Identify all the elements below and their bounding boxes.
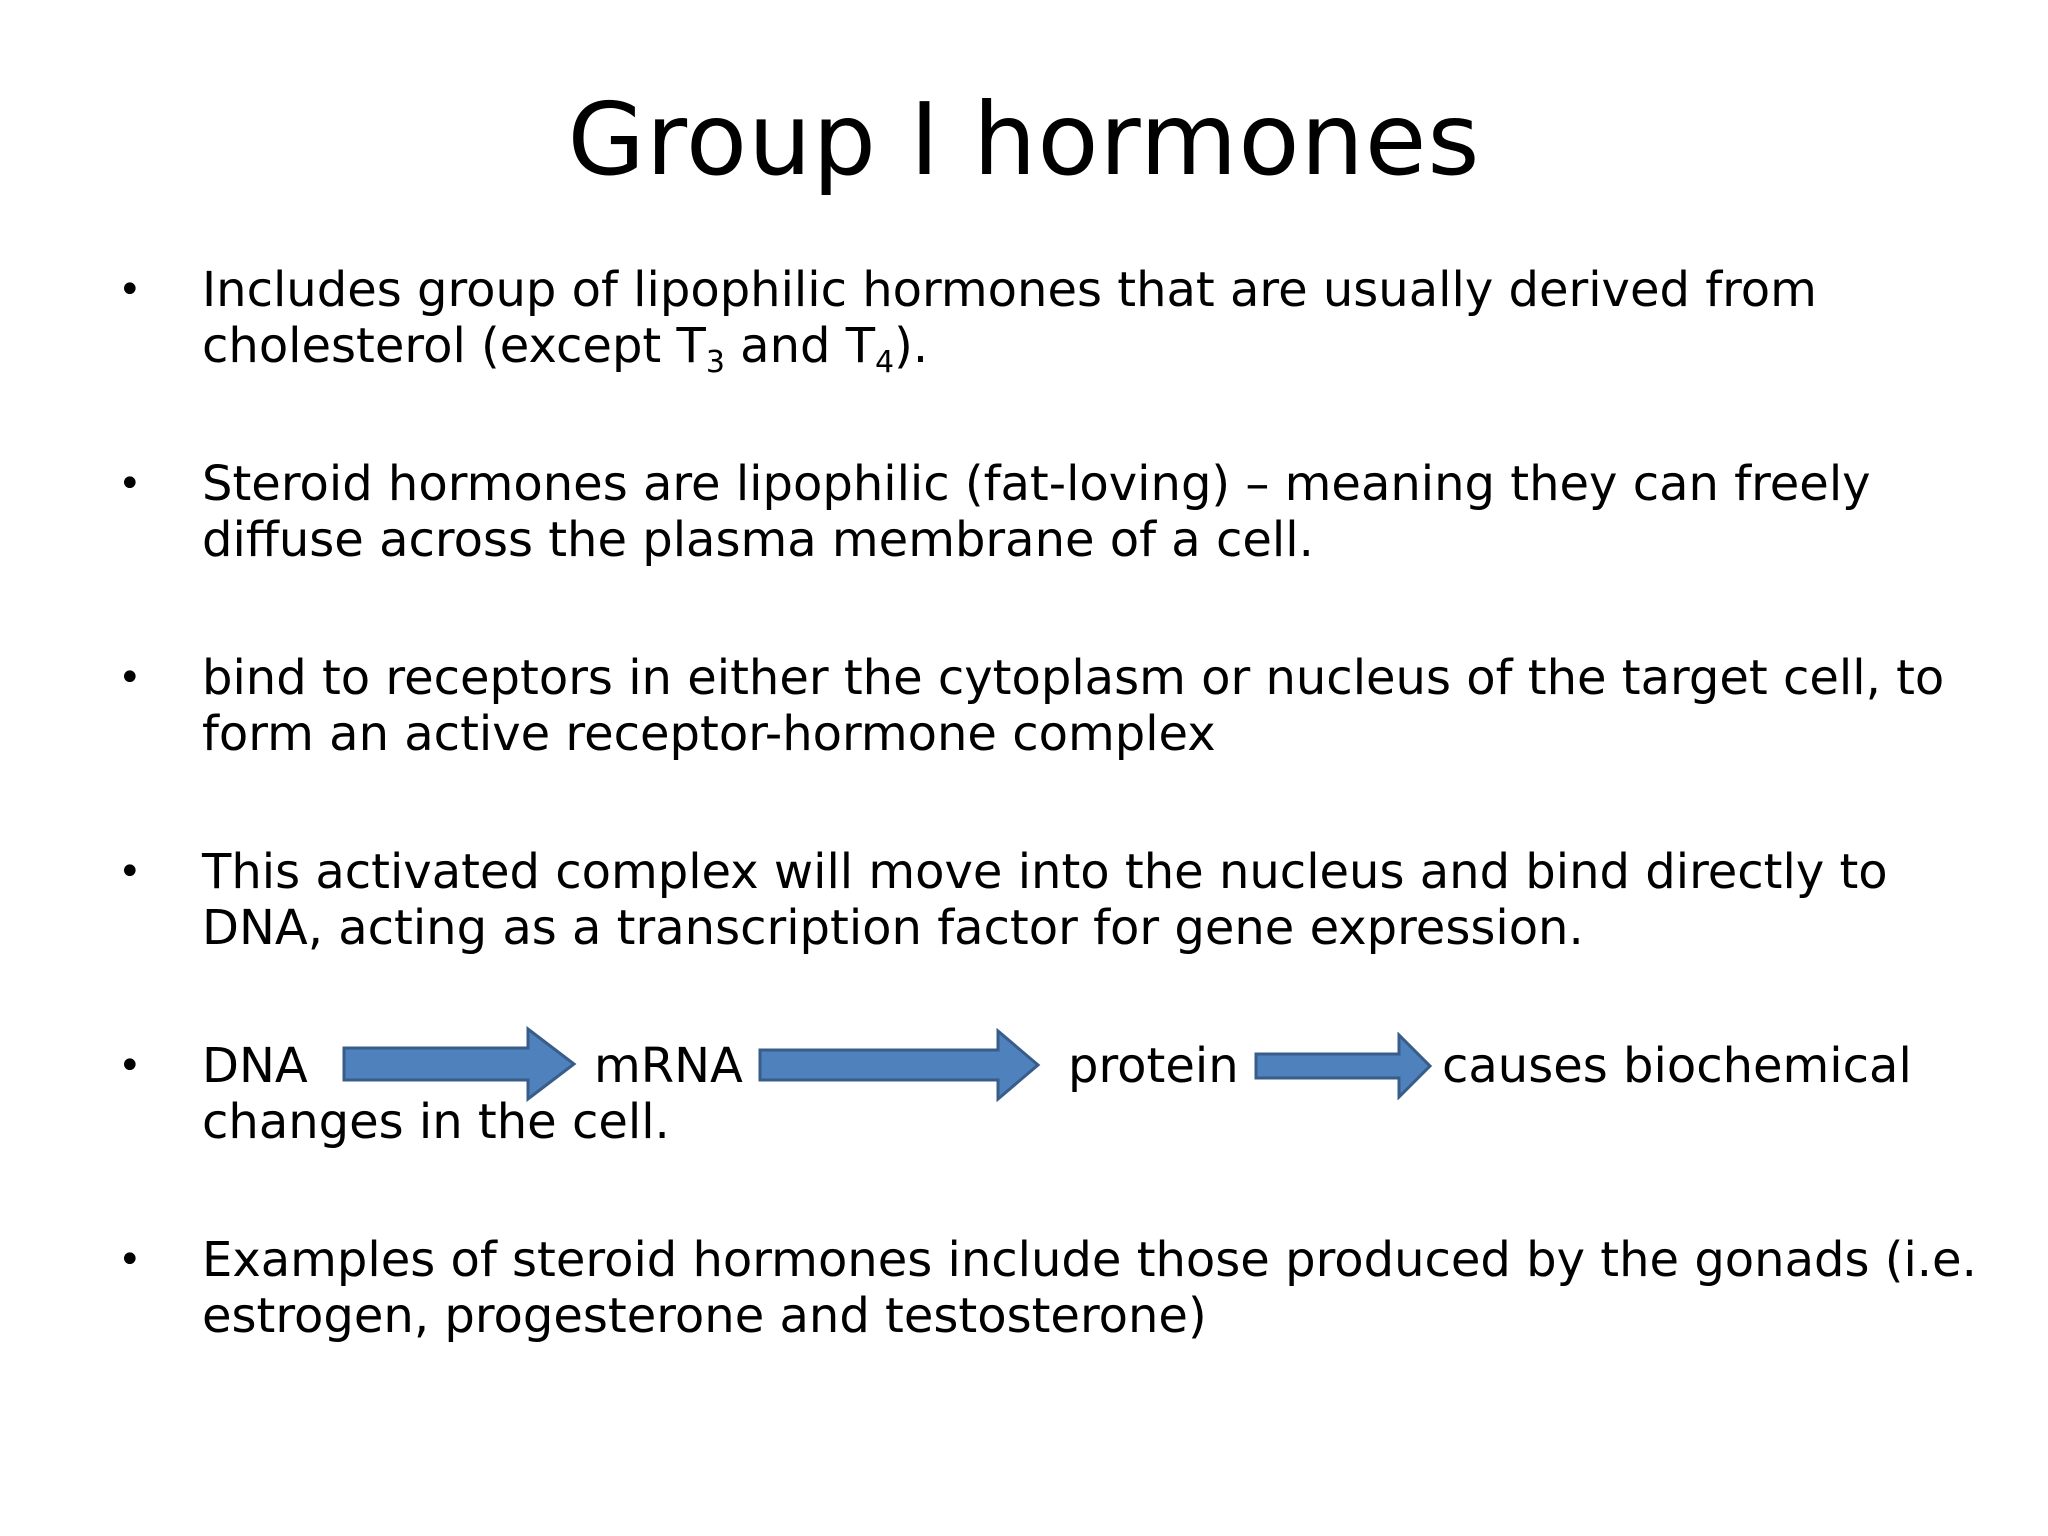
- flow-effect: causes biochemical: [1442, 1038, 1912, 1094]
- text-run: ).: [894, 318, 929, 374]
- bullet-dot: •: [118, 267, 142, 313]
- bullet-line: Includes group of lipophilic hormones that are usually derived from: [202, 262, 1817, 318]
- bullet-line: bind to receptors in either the cytoplasm or nucleus of the target cell, to: [202, 650, 1945, 706]
- subscript: 3: [705, 345, 725, 380]
- bullet-line: diffuse across the plasma membrane of a cell.: [202, 512, 1314, 568]
- slide-title: Group I hormones: [567, 81, 1481, 198]
- right-arrow-icon: [342, 1026, 578, 1102]
- flow-mrna: mRNA: [594, 1038, 743, 1094]
- bullet-line: Examples of steroid hormones include those produced by the gonads (i.e.: [202, 1232, 1977, 1288]
- flow-line: [202, 1038, 2048, 1098]
- bullet-line: [202, 318, 2048, 380]
- bullet-text: [202, 1038, 2048, 1150]
- right-arrow-icon: [1254, 1032, 1434, 1100]
- bullet-text: [202, 650, 2048, 762]
- flow-dna: DNA: [202, 1038, 308, 1094]
- bullet-dot: •: [118, 1043, 142, 1089]
- bullet-text: [202, 262, 2048, 380]
- bullet-line: form an active receptor-hormone complex: [202, 706, 1216, 762]
- bullet-line: estrogen, progesterone and testosterone): [202, 1288, 1207, 1344]
- bullet-line: This activated complex will move into the nucleus and bind directly to: [202, 844, 1888, 900]
- flow-protein: protein: [1068, 1038, 1239, 1094]
- bullet-line: DNA, acting as a transcription factor for gene expression.: [202, 900, 1584, 956]
- bullet-text: [202, 1232, 2048, 1344]
- bullet-dot: •: [118, 1237, 142, 1283]
- bullet-dot: •: [118, 461, 142, 507]
- bullet-text: [202, 844, 2048, 956]
- bullet-line: Steroid hormones are lipophilic (fat-loving) – meaning they can freely: [202, 456, 1871, 512]
- text-run: and T: [724, 318, 876, 374]
- text-run: cholesterol (except T: [202, 318, 706, 374]
- bullet-text: [202, 456, 2048, 568]
- bullet-dot: •: [118, 655, 142, 701]
- bullet-dot: •: [118, 849, 142, 895]
- bullet-line: changes in the cell.: [202, 1094, 670, 1150]
- subscript: 4: [875, 345, 895, 380]
- right-arrow-icon: [758, 1028, 1042, 1102]
